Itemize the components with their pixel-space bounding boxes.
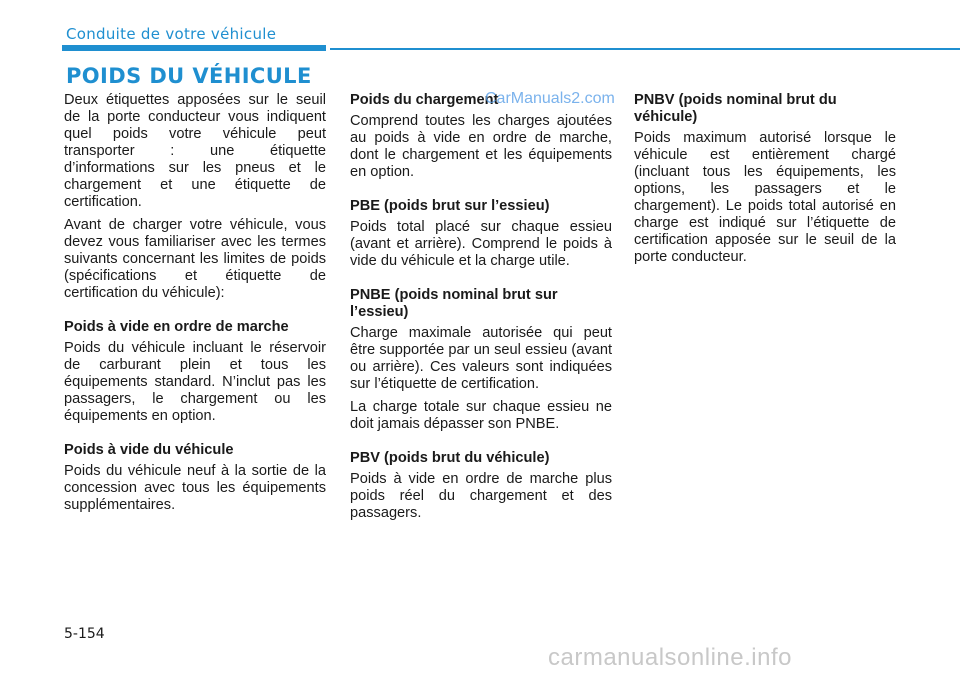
heading-gawr: PNBE (poids nominal brut sur l’essieu) <box>350 287 558 320</box>
paragraph-gaw: Poids total placé sur chaque essieu (avant et arrière). Comprend le poids à vide du véhicule et la charge utile. <box>350 219 612 269</box>
text-column-1 <box>64 92 326 520</box>
watermark-bottom: carmanualsonline.info <box>548 644 792 671</box>
header-rule-thin <box>330 48 960 50</box>
header-rule-thick <box>62 45 326 51</box>
intro-paragraph-1: Deux étiquettes apposées sur le seuil de la porte conducteur vous indiquent quel poids votre véhicule peut transporter : une étiquette d’informations sur les pneus et le chargement et une étiquette de certification. <box>64 92 326 210</box>
text-column-2 <box>350 92 612 528</box>
paragraph-curb-weight-ready: Poids du véhicule incluant le réservoir de carburant plein et tous les équipements standard. N’inclut pas les passagers, le chargement ou les équipements en option. <box>64 340 326 424</box>
heading-gvwr: PNBV (poids nominal brut du véhicule) <box>634 92 837 125</box>
paragraph-gvwr: Poids maximum autorisé lorsque le véhicule est entièrement chargé (incluant tous les équipements, les options, les passagers et le chargement). Le poids total autorisé en charge est indiqué sur l’étiquette de certification apposée sur le seuil de la porte conducteur. <box>634 130 896 265</box>
heading-gaw: PBE (poids brut sur l’essieu) <box>350 198 550 214</box>
paragraph-curb-weight: Poids du véhicule neuf à la sortie de la concession avec tous les équipements supplémentaires. <box>64 463 326 513</box>
paragraph-gawr-2: La charge totale sur chaque essieu ne doit jamais dépasser son PNBE. <box>350 399 612 432</box>
paragraph-gawr-1: Charge maximale autorisée qui peut être supportée par un seul essieu (avant ou arrière). Ces valeurs sont indiquées sur l’étiquette de certification. <box>350 325 612 392</box>
heading-gvw: PBV (poids brut du véhicule) <box>350 450 550 466</box>
page-number: 5-154 <box>64 626 105 642</box>
paragraph-cargo-weight: Comprend toutes les charges ajoutées au poids à vide en ordre de marche, dont le chargement et les équipements en option. <box>350 113 612 180</box>
heading-curb-weight-ready: Poids à vide en ordre de marche <box>64 319 289 335</box>
text-column-3 <box>634 92 896 272</box>
section-title: POIDS DU VÉHICULE <box>66 64 312 88</box>
heading-curb-weight: Poids à vide du véhicule <box>64 442 234 458</box>
paragraph-gvw: Poids à vide en ordre de marche plus poids réel du chargement et des passagers. <box>350 471 612 521</box>
intro-paragraph-2: Avant de charger votre véhicule, vous devez vous familiariser avec les termes suivants concernant les limites de poids (spécifications et étiquette de certification du véhicule): <box>64 217 326 301</box>
watermark-top: CarManuals2.com <box>485 90 615 107</box>
chapter-title: Conduite de votre véhicule <box>66 25 277 43</box>
heading-cargo-weight: Poids du chargement <box>350 92 499 108</box>
